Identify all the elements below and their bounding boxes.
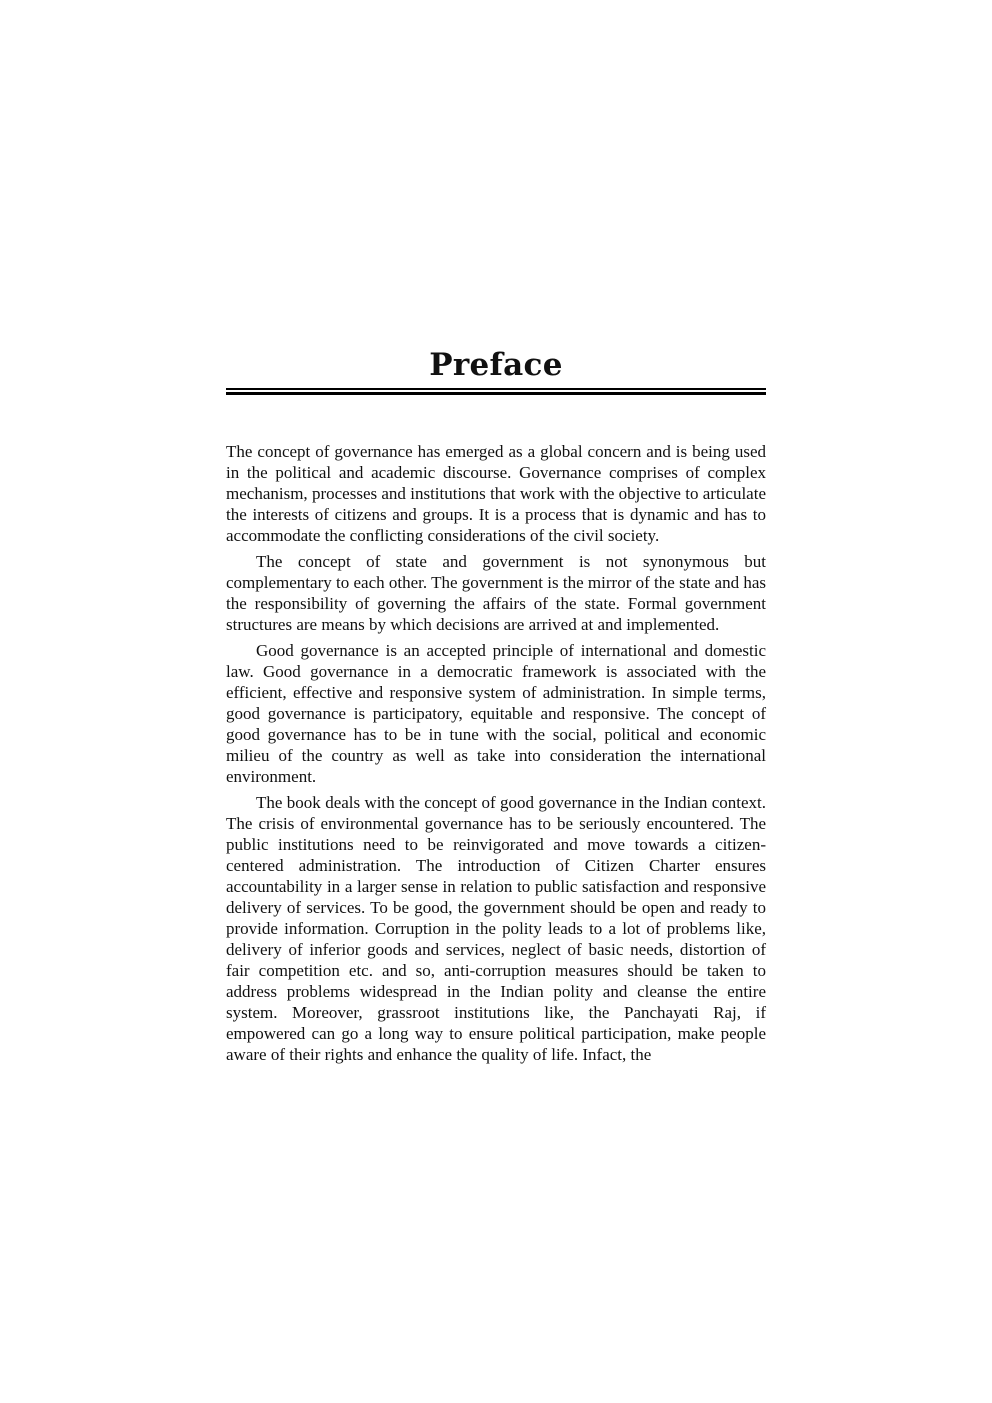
body-text: [226, 441, 766, 1065]
paragraph-4: The book deals with the concept of good governance in the Indian context. The crisis of environmental governance has to be seriously encountered. The public institutions need to be reinvigorated and move towards a citizen-centered administration. The introduction of Citizen Charter ensures accountability in a larger sense in relation to public satisfaction and responsive delivery of services. To be good, the government should be open and ready to provide information. Corruption in the polity leads to a lot of problems like, delivery of inferior goods and services, neglect of basic needs, distortion of fair competition etc. and so, anti-corruption measures should be taken to address problems widespread in the Indian polity and cleanse the entire system. Moreover, grassroot institutions like, the Panchayati Raj, if empowered can go a long way to ensure political participation, make people aware of their rights and enhance the quality of life. Infact, the: [226, 793, 766, 1064]
page-title: Preface: [429, 347, 563, 383]
paragraph-3: Good governance is an accepted principle of international and domestic law. Good governance in a democratic framework is associated with the efficient, effective and responsive system of administration. In simple terms, good governance is participatory, equitable and responsive. The concept of good governance has to be in tune with the social, political and economic milieu of the country as well as take into consideration the international environment.: [226, 641, 766, 786]
title-rule-thick: [226, 392, 766, 396]
title-double-rule: [226, 388, 766, 395]
paragraph-1: The concept of governance has emerged as a global concern and is being used in the political and academic discourse. Governance comprises of complex mechanism, processes and institutions that work with the objective to articulate the interests of citizens and groups. It is a process that is dynamic and has to accommodate the conflicting considerations of the civil society.: [226, 442, 766, 545]
page-content: [226, 346, 766, 1070]
paragraph-2: The concept of state and government is not synonymous but complementary to each other. The government is the mirror of the state and has the responsibility of governing the affairs of the state. Formal government structures are means by which decisions are arrived at and implemented.: [226, 552, 766, 634]
